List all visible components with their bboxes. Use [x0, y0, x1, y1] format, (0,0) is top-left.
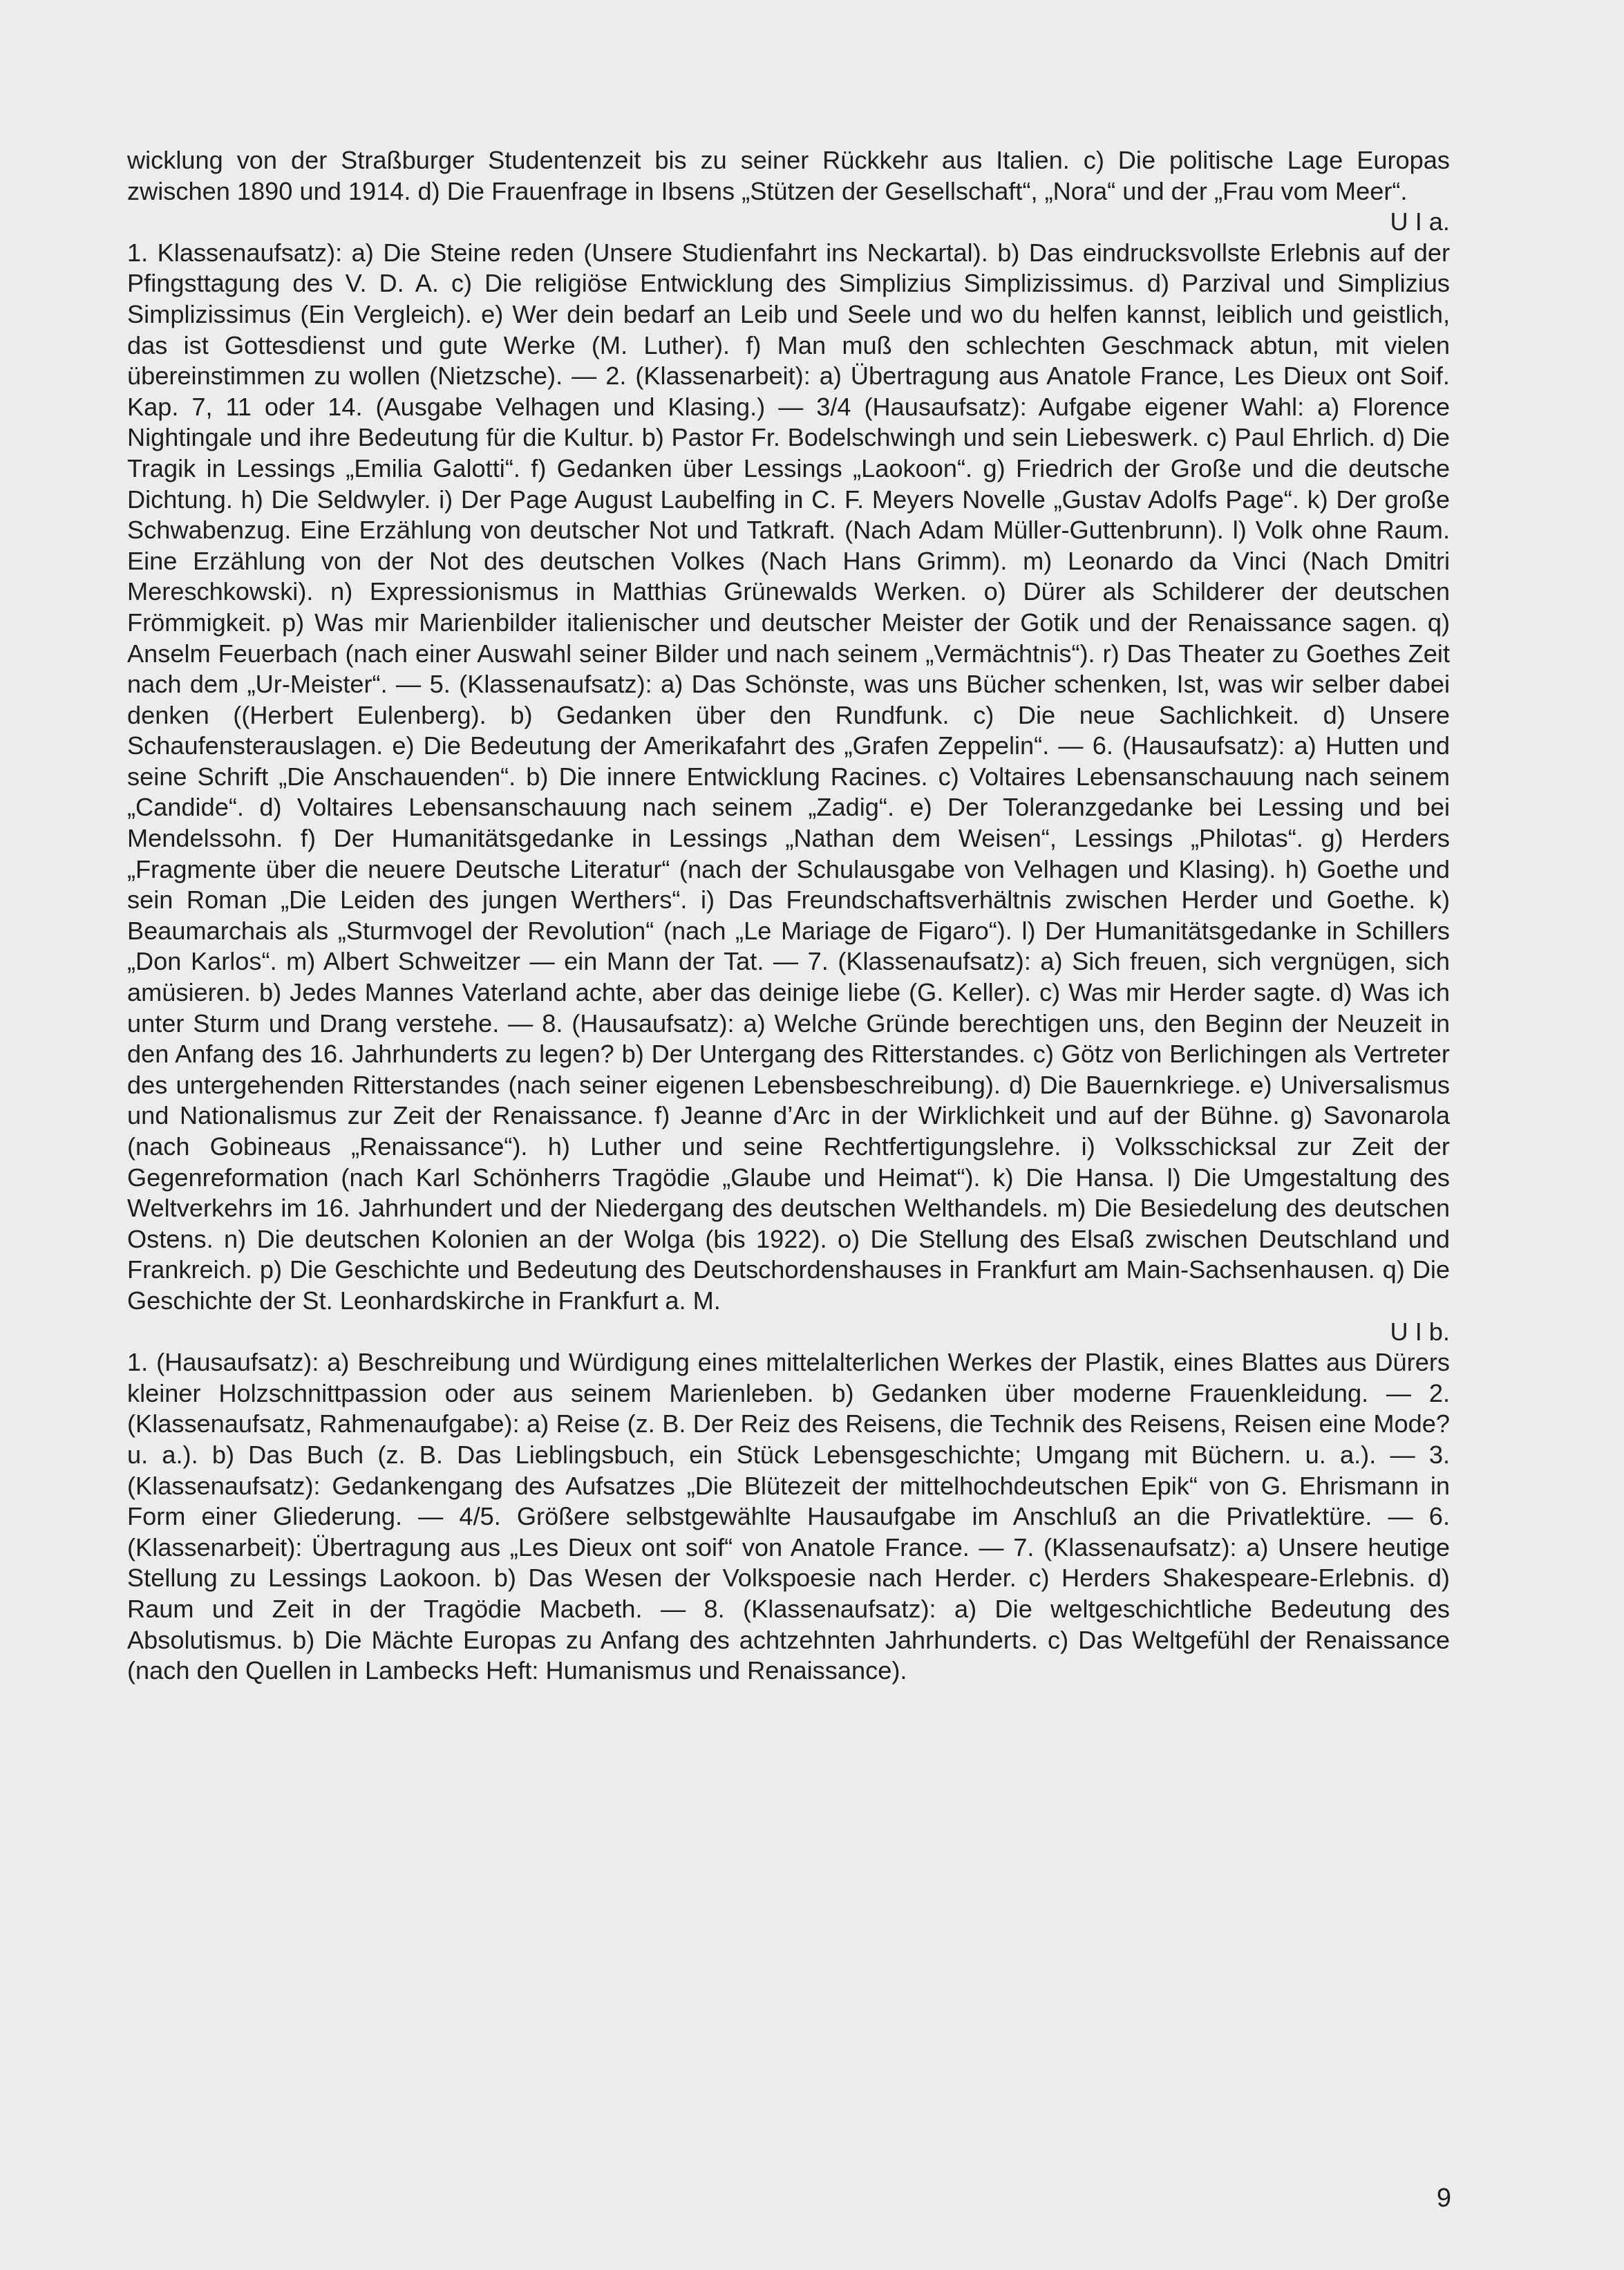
- section-text-ub: 1. (Hausaufsatz): a) Beschreibung und Würdigung eines mittelalterlichen Werkes der Plastik, eines Blattes aus Dürers kleiner Holzschnittpassion oder aus seinem Marienleben. b) Gedanken über moderne Frauenkleidung. — 2. (Klassenaufsatz, Rahmenaufgabe): a) Reise (z. B. Der Reiz des Reisens, die Technik des Reisens, Reisen eine Mode? u. a.). b) Das Buch (z. B. Das Lieblingsbuch, ein Stück Lebensgeschichte; Umgang mit Büchern. u. a.). — 3. (Klassenaufsatz): Gedankengang des Aufsatzes „Die Blütezeit der mittelhochdeutschen Epik“ von G. Ehrismann in Form einer Gliederung. — 4/5. Größere selbstgewählte Hausaufgabe im Anschluß an die Privatlektüre. — 6. (Klassenarbeit): Übertragung aus „Les Dieux ont soif“ von Anatole France. — 7. (Klassenaufsatz): a) Unsere heutige Stellung zu Lessings Laokoon. b) Das Wesen der Volkspoesie nach Herder. c) Herders Shakespeare-Erlebnis. d) Raum und Zeit in der Tragödie Macbeth. — 8. (Klassenaufsatz): a) Die weltgeschichtliche Bedeutung des Absolutismus. b) Die Mächte Europas zu Anfang des achtzehnten Jahrhunderts. c) Das Weltgefühl der Renaissance (nach den Quellen in Lambecks Heft: Humanismus und Renaissance).: [127, 1348, 1450, 1685]
- page-number: 9: [1436, 2184, 1451, 2213]
- section-heading-ua: U I a.: [1390, 207, 1450, 236]
- intro-paragraph: wicklung von der Straßburger Studentenzeit bis zu seiner Rückkehr aus Italien. c) Die politische Lage Europas zwischen 1890 und 1914. d) Die Frauenfrage in Ibsens „Stützen der Gesellschaft“, „Nora“ und der „Frau vom Meer“.: [127, 146, 1450, 205]
- page-body: [127, 145, 1450, 1687]
- section-heading-ub: U I b.: [1390, 1317, 1450, 1346]
- section-text-ua: 1. Klassenaufsatz): a) Die Steine reden (Unsere Studienfahrt ins Neckartal). b) Das eindrucksvollste Erlebnis auf der Pfingsttagung des V. D. A. c) Die religiöse Entwicklung des Simplizius Simplizissimus. d) Parzival und Simplizius Simplizissimus (Ein Vergleich). e) Wer dein bedarf an Leib und Seele und wo du helfen kannst, leiblich und geistlich, das ist Gottesdienst und gute Werke (M. Luther). f) Man muß den schlechten Geschmack abtun, mit vielen übereinstimmen zu wollen (Nietzsche). — 2. (Klassenarbeit): a) Übertragung aus Anatole France, Les Dieux ont Soif. Kap. 7, 11 oder 14. (Ausgabe Velhagen und Klasing.) — 3/4 (Hausaufsatz): Aufgabe eigener Wahl: a) Florence Nightingale und ihre Bedeutung für die Kultur. b) Pastor Fr. Bodelschwingh und sein Liebeswerk. c) Paul Ehrlich. d) Die Tragik in Lessings „Emilia Galotti“. f) Gedanken über Lessings „Laokoon“. g) Friedrich der Große und die deutsche Dichtung. h) Die Seldwyler. i) Der Page August Laubelfing in C. F. Meyers Novelle „Gustav Adolfs Page“. k) Der große Schwabenzug. Eine Erzählung von deutscher Not und Tatkraft. (Nach Adam Müller-Guttenbrunn). l) Volk ohne Raum. Eine Erzählung von der Not des deutschen Volkes (Nach Hans Grimm). m) Leonardo da Vinci (Nach Dmitri Mereschkowski). n) Expressionismus in Matthias Grünewalds Werken. o) Dürer als Schilderer der deutschen Frömmigkeit. p) Was mir Marienbilder italienischer und deutscher Meister der Gotik und der Renaissance sagen. q) Anselm Feuerbach (nach einer Auswahl seiner Bilder und nach seinem „Vermächtnis“). r) Das Theater zu Goethes Zeit nach dem „Ur-Meister“. — 5. (Klassenaufsatz): a) Das Schönste, was uns Bücher schenken, Ist, was wir selber dabei denken ((Herbert Eulenberg). b) Gedanken über den Rundfunk. c) Die neue Sachlichkeit. d) Unsere Schaufensterauslagen. e) Die Bedeutung der Amerikafahrt des „Grafen Zeppelin“. — 6. (Hausaufsatz): a) Hutten und seine Schrift „Die Anschauenden“. b) Die innere Entwicklung Racines. c) Voltaires Lebensanschauung nach seinem „Candide“. d) Voltaires Lebensanschauung nach seinem „Zadig“. e) Der Toleranzgedanke bei Lessing und bei Mendelssohn. f) Der Humanitätsgedanke in Lessings „Nathan dem Weisen“, Lessings „Philotas“. g) Herders „Fragmente über die neuere Deutsche Literatur“ (nach der Schulausgabe von Velhagen und Klasing). h) Goethe und sein Roman „Die Leiden des jungen Werthers“. i) Das Freundschaftsverhältnis zwischen Herder und Goethe. k) Beaumarchais als „Sturmvogel der Revolution“ (nach „Le Mariage de Figaro“). l) Der Humanitätsgedanke in Schillers „Don Karlos“. m) Albert Schweitzer — ein Mann der Tat. — 7. (Klassenaufsatz): a) Sich freuen, sich vergnügen, sich amüsieren. b) Jedes Mannes Vaterland achte, aber das deinige liebe (G. Keller). c) Was mir Herder sagte. d) Was ich unter Sturm und Drang verstehe. — 8. (Hausaufsatz): a) Welche Gründe berechtigen uns, den Beginn der Neuzeit in den Anfang des 16. Jahrhunderts zu legen? b) Der Untergang des Ritterstandes. c) Götz von Berlichingen als Vertreter des untergehenden Ritterstandes (nach seiner eigenen Lebensbeschreibung). d) Die Bauernkriege. e) Universalismus und Nationalismus zur Zeit der Renaissance. f) Jeanne d’Arc in der Wirklichkeit und auf der Bühne. g) Savonarola (nach Gobineaus „Renaissance“). h) Luther und seine Rechtfertigungslehre. i) Volksschicksal zur Zeit der Gegenreformation (nach Karl Schönherrs Tragödie „Glaube und Heimat“). k) Die Hansa. l) Die Umgestaltung des Weltverkehrs im 16. Jahrhundert und der Niedergang des deutschen Welthandels. m) Die Besiedelung des deutschen Ostens. n) Die deutschen Kolonien an der Wolga (bis 1922). o) Die Stellung des Elsaß zwischen Deutschland und Frankreich. p) Die Geschichte und Bedeutung des Deutschordenshauses in Frankfurt am Main-Sachsenhausen. q) Die Geschichte der St. Leonhardskirche in Frankfurt a. M.: [127, 238, 1450, 1315]
